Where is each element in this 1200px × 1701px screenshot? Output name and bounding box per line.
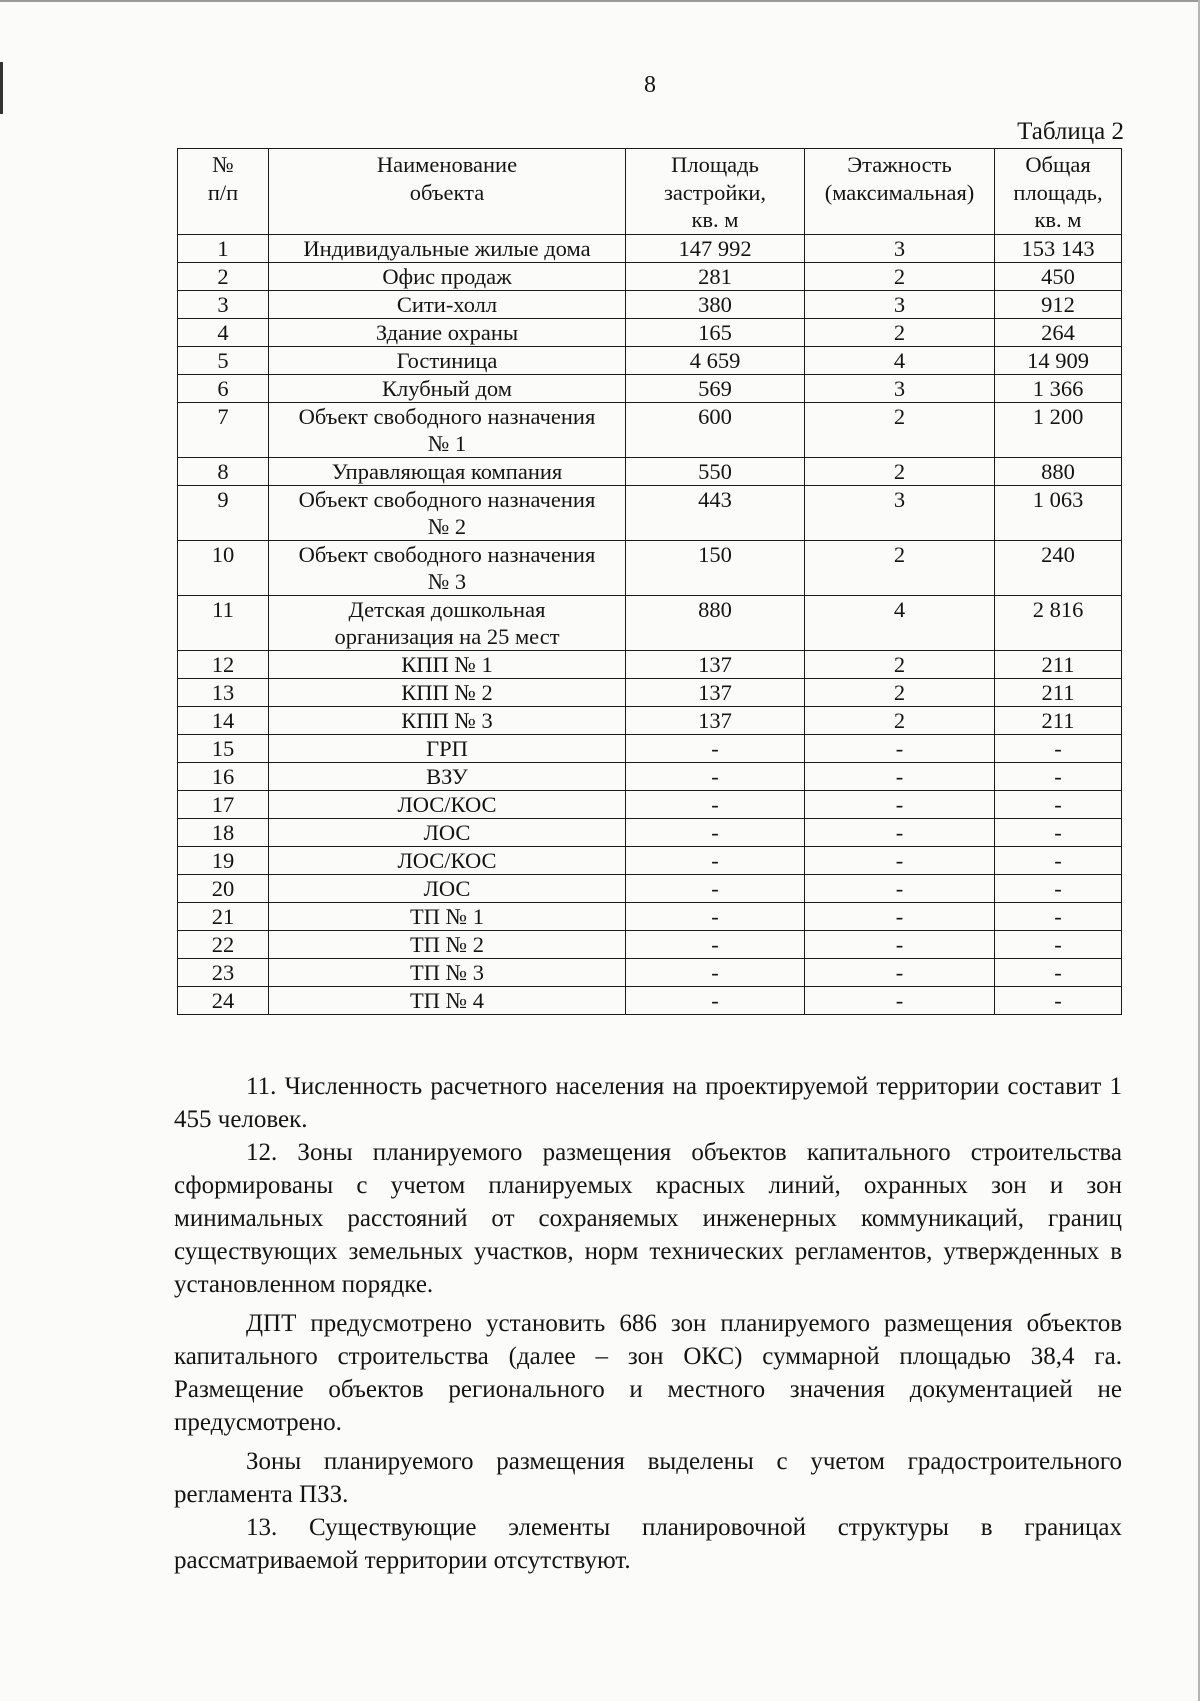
- object-name-line: Индивидуальные жилые дома: [303, 235, 591, 261]
- cell-total: 211: [995, 706, 1122, 734]
- cell-floors: -: [805, 874, 995, 902]
- cell-name: [269, 818, 626, 846]
- cell-area: -: [626, 762, 805, 790]
- cell-total: 153 143: [995, 234, 1122, 262]
- cell-name: [269, 986, 626, 1014]
- paragraph-dpt: ДПТ предусмотрено установить 686 зон планируемого размещения объектов капитального строительства (далее – зон ОКС) суммарной площадью 38,4 га. Размещение объектов регионального и местного значения документацией не предусмотрено.: [174, 1310, 1122, 1436]
- cell-floors: -: [805, 790, 995, 818]
- body-text: [174, 1070, 1122, 1577]
- table-row: [178, 678, 1122, 706]
- table-body: [178, 234, 1122, 1014]
- cell-area: 137: [626, 706, 805, 734]
- cell-floors: 2: [805, 678, 995, 706]
- cell-name: [269, 790, 626, 818]
- paragraph-structure: 13. Существующие элементы планировочной структуры в границах рассматриваемой территории отсутствуют.: [174, 1514, 1122, 1574]
- cell-floors: 3: [805, 374, 995, 402]
- object-name-line: ТП № 1: [410, 903, 484, 929]
- cell-name: [269, 650, 626, 678]
- cell-name: [269, 374, 626, 402]
- object-name-line: Гостиница: [396, 347, 498, 373]
- cell-num: 24: [178, 986, 269, 1014]
- cell-floors: 2: [805, 318, 995, 346]
- cell-num: 11: [178, 595, 269, 650]
- cell-area: 600: [626, 402, 805, 457]
- object-name-line: Управляющая компания: [331, 458, 563, 484]
- table-row: [178, 595, 1122, 650]
- cell-floors: 4: [805, 595, 995, 650]
- cell-num: 13: [178, 678, 269, 706]
- cell-num: 17: [178, 790, 269, 818]
- object-name-line: Объект свободного назначения: [298, 403, 596, 429]
- cell-area: 569: [626, 374, 805, 402]
- cell-floors: -: [805, 958, 995, 986]
- cell-name: [269, 930, 626, 958]
- cell-floors: -: [805, 902, 995, 930]
- cell-area: -: [626, 958, 805, 986]
- cell-total: -: [995, 762, 1122, 790]
- cell-name: [269, 457, 626, 485]
- cell-num: 1: [178, 234, 269, 262]
- object-name-line: Сити-холл: [396, 291, 498, 317]
- object-name-line: Объект свободного назначения: [298, 486, 596, 512]
- header-num: № п/п: [178, 149, 269, 235]
- table-row: [178, 290, 1122, 318]
- object-name-line: № 1: [427, 430, 467, 456]
- cell-floors: 2: [805, 706, 995, 734]
- cell-area: -: [626, 734, 805, 762]
- cell-floors: -: [805, 762, 995, 790]
- cell-area: -: [626, 930, 805, 958]
- cell-name: [269, 762, 626, 790]
- table-row: [178, 874, 1122, 902]
- object-name-line: организация на 25 мест: [334, 623, 560, 649]
- cell-floors: 3: [805, 234, 995, 262]
- object-name-line: Детская дошкольная: [348, 596, 546, 622]
- cell-floors: 2: [805, 262, 995, 290]
- cell-total: -: [995, 902, 1122, 930]
- cell-area: 4 659: [626, 346, 805, 374]
- cell-area: 137: [626, 678, 805, 706]
- table-row: [178, 734, 1122, 762]
- cell-name: [269, 595, 626, 650]
- object-name-line: Объект свободного назначения: [298, 541, 596, 567]
- cell-name: [269, 678, 626, 706]
- table-row: [178, 706, 1122, 734]
- header-name: Наименование объекта: [269, 149, 626, 235]
- object-name-line: ЛОС: [423, 819, 471, 845]
- object-name-line: ГРП: [426, 735, 468, 761]
- cell-floors: -: [805, 734, 995, 762]
- cell-total: 450: [995, 262, 1122, 290]
- cell-total: 880: [995, 457, 1122, 485]
- cell-total: -: [995, 818, 1122, 846]
- cell-area: -: [626, 846, 805, 874]
- cell-area: 281: [626, 262, 805, 290]
- cell-total: -: [995, 734, 1122, 762]
- cell-floors: -: [805, 930, 995, 958]
- cell-name: [269, 262, 626, 290]
- table-row: [178, 790, 1122, 818]
- cell-floors: -: [805, 846, 995, 874]
- cell-total: 211: [995, 650, 1122, 678]
- cell-area: 443: [626, 485, 805, 540]
- cell-area: 550: [626, 457, 805, 485]
- table-row: [178, 402, 1122, 457]
- cell-area: 380: [626, 290, 805, 318]
- cell-name: [269, 902, 626, 930]
- paragraph-population: 11. Численность расчетного населения на проектируемой территории составит 1 455 человек.: [174, 1073, 1122, 1133]
- cell-area: -: [626, 902, 805, 930]
- table-caption: Таблица 2: [1017, 118, 1124, 145]
- cell-total: -: [995, 958, 1122, 986]
- table-row: [178, 650, 1122, 678]
- table-row: [178, 374, 1122, 402]
- table-row: [178, 818, 1122, 846]
- cell-num: 6: [178, 374, 269, 402]
- paragraph-zones: 12. Зоны планируемого размещения объектов капитального строительства сформированы с учетом планируемых красных линий, охранных зон и зон минимальных расстояний от сохраняемых инженерных коммуникаций, границ существующих земельных участков, норм технических регламентов, утвержденных в установленном порядке.: [174, 1139, 1122, 1298]
- cell-area: -: [626, 986, 805, 1014]
- cell-total: 1 366: [995, 374, 1122, 402]
- cell-area: -: [626, 818, 805, 846]
- cell-total: 912: [995, 290, 1122, 318]
- cell-total: -: [995, 986, 1122, 1014]
- cell-num: 2: [178, 262, 269, 290]
- cell-area: -: [626, 874, 805, 902]
- object-name-line: Офис продаж: [382, 263, 512, 289]
- table-row: [178, 846, 1122, 874]
- cell-num: 20: [178, 874, 269, 902]
- table-row: [178, 540, 1122, 595]
- table-row: [178, 457, 1122, 485]
- cell-floors: 3: [805, 290, 995, 318]
- cell-floors: 4: [805, 346, 995, 374]
- object-name-line: ЛОС/КОС: [397, 847, 497, 873]
- object-name-line: № 3: [427, 568, 467, 594]
- cell-floors: -: [805, 986, 995, 1014]
- object-name-line: КПП № 3: [401, 707, 493, 733]
- cell-total: -: [995, 874, 1122, 902]
- object-name-line: КПП № 2: [401, 679, 493, 705]
- header-total: Общая площадь, кв. м: [995, 149, 1122, 235]
- cell-num: 8: [178, 457, 269, 485]
- cell-area: 147 992: [626, 234, 805, 262]
- table-row: [178, 958, 1122, 986]
- object-name-line: Здание охраны: [375, 319, 519, 345]
- table-header-row: [178, 149, 1122, 235]
- cell-name: [269, 958, 626, 986]
- object-name-line: ВЗУ: [426, 763, 468, 789]
- cell-total: -: [995, 790, 1122, 818]
- paragraph-regulation: Зоны планируемого размещения выделены с учетом градостроительного регламента ПЗЗ.: [174, 1448, 1122, 1508]
- cell-total: 1 200: [995, 402, 1122, 457]
- cell-total: -: [995, 930, 1122, 958]
- table-row: [178, 485, 1122, 540]
- cell-name: [269, 540, 626, 595]
- cell-num: 3: [178, 290, 269, 318]
- object-name-line: ЛОС: [423, 875, 471, 901]
- cell-total: 1 063: [995, 485, 1122, 540]
- object-name-line: ТП № 4: [410, 987, 484, 1013]
- cell-area: 150: [626, 540, 805, 595]
- cell-total: 211: [995, 678, 1122, 706]
- object-name-line: ЛОС/КОС: [397, 791, 497, 817]
- object-name-line: ТП № 3: [410, 959, 484, 985]
- table-row: [178, 762, 1122, 790]
- object-name-line: ТП № 2: [410, 931, 484, 957]
- cell-num: 7: [178, 402, 269, 457]
- table-row: [178, 262, 1122, 290]
- object-name-line: № 2: [427, 513, 467, 539]
- cell-num: 10: [178, 540, 269, 595]
- cell-total: 2 816: [995, 595, 1122, 650]
- object-name-line: КПП № 1: [401, 651, 493, 677]
- cell-name: [269, 346, 626, 374]
- cell-num: 18: [178, 818, 269, 846]
- table-row: [178, 318, 1122, 346]
- cell-name: [269, 874, 626, 902]
- cell-floors: 2: [805, 650, 995, 678]
- table-row: [178, 902, 1122, 930]
- cell-num: 21: [178, 902, 269, 930]
- cell-name: [269, 846, 626, 874]
- cell-num: 4: [178, 318, 269, 346]
- cell-floors: 3: [805, 485, 995, 540]
- header-floors: Этажность (максимальная): [805, 149, 995, 235]
- table-row: [178, 930, 1122, 958]
- cell-name: [269, 290, 626, 318]
- cell-name: [269, 234, 626, 262]
- table-row: [178, 986, 1122, 1014]
- cell-num: 15: [178, 734, 269, 762]
- cell-num: 19: [178, 846, 269, 874]
- cell-floors: 2: [805, 402, 995, 457]
- page-number: 8: [644, 72, 656, 98]
- cell-num: 16: [178, 762, 269, 790]
- cell-total: 240: [995, 540, 1122, 595]
- cell-floors: 2: [805, 540, 995, 595]
- cell-total: 14 909: [995, 346, 1122, 374]
- cell-total: -: [995, 846, 1122, 874]
- page-top-edge: [0, 0, 1200, 2]
- header-area: Площадь застройки, кв. м: [626, 149, 805, 235]
- cell-total: 264: [995, 318, 1122, 346]
- cell-name: [269, 706, 626, 734]
- cell-name: [269, 485, 626, 540]
- object-name-line: Клубный дом: [382, 375, 512, 401]
- cell-name: [269, 402, 626, 457]
- table-row: [178, 346, 1122, 374]
- cell-area: -: [626, 790, 805, 818]
- cell-area: 880: [626, 595, 805, 650]
- cell-floors: -: [805, 818, 995, 846]
- table-row: [178, 234, 1122, 262]
- cell-floors: 2: [805, 457, 995, 485]
- cell-num: 22: [178, 930, 269, 958]
- cell-area: 165: [626, 318, 805, 346]
- cell-area: 137: [626, 650, 805, 678]
- cell-num: 9: [178, 485, 269, 540]
- cell-num: 12: [178, 650, 269, 678]
- cell-num: 14: [178, 706, 269, 734]
- cell-name: [269, 318, 626, 346]
- cell-num: 23: [178, 958, 269, 986]
- cell-num: 5: [178, 346, 269, 374]
- cell-name: [269, 734, 626, 762]
- objects-table: [177, 148, 1122, 1015]
